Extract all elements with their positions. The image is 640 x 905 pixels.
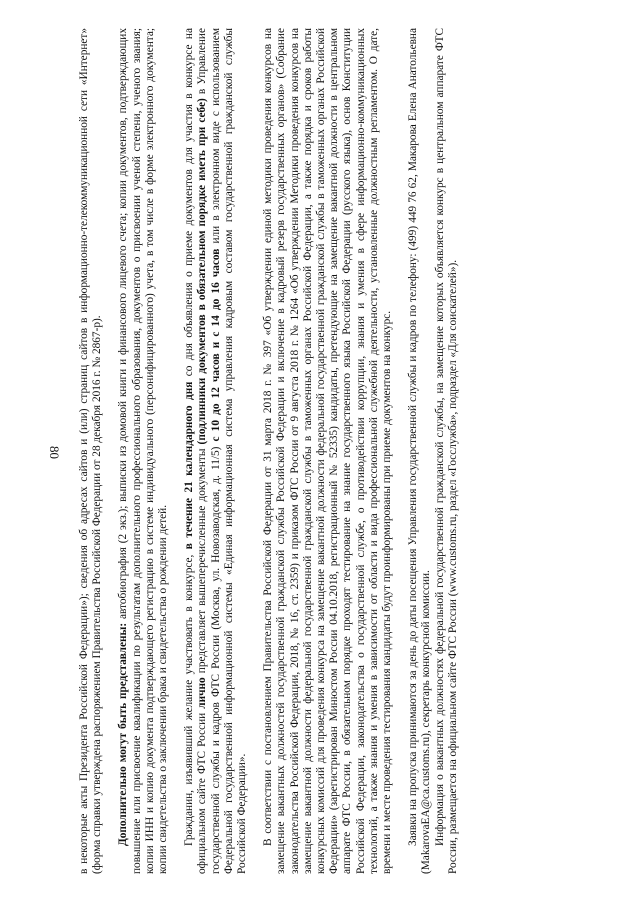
text-run: представляет вышеперечисленные документы xyxy=(196,444,209,678)
page-number: 80 xyxy=(47,446,62,459)
paragraph-additional-documents xyxy=(117,28,170,874)
text-run: или в электронном виде с использованием Федеральной государственной информационной системы «Единая информационная система управления кадровым составом государственной гражданской службы Российской Федерации». xyxy=(209,28,249,874)
text-run-bold: с 10 до 12 часов и с 14 до 16 часов xyxy=(209,248,222,442)
text-run: Заявки на пропуска принимаются за день до даты посещения Управления государственной службы и кадров по телефону: (499) 449 76 62, Макарова Елена Анатольевна (MakarovaEA@ca.customs.ru), секретарь конкурсной комиссии. xyxy=(407,28,433,874)
paragraph-vacancy-info xyxy=(434,28,460,874)
text-run: автобиография (2 экз.); выписки из домовой книги и финансового лицевого счета; копии документов, подтверждающих повышение или присвоение квалификации по результатам дополнительного профессионального образования, документов о присвоении ученой степени, ученого звания; копии ИНН и копию документа подтверждающего регистрацию в системе индивидуального (персонифицированного) учета, в том числе в форме электронного документа; копии свидетельства о заключении брака и свидетельства о рождении детей. xyxy=(117,28,170,874)
text-run: Информация о вакантных должностях федеральной государственной гражданской службы, на замещение которых объявляется конкурс в центральном аппарате ФТС России, размещается на официальном сайте ФТС России (www.customs.ru, раздел «Госслужба», подраздел «Для соискателей»). xyxy=(433,28,459,874)
paragraph-continuation xyxy=(78,28,104,874)
paragraph-testing xyxy=(262,28,394,874)
text-run-bold: в течение 21 календарного дня xyxy=(183,381,196,550)
text-run-bold: (подлинники документов в обязательном порядке иметь при себе) xyxy=(196,98,209,445)
paragraph-passes xyxy=(407,28,433,874)
paragraph-submission xyxy=(183,28,249,874)
text-run-bold: Дополнительно могут быть представлены: xyxy=(117,622,130,846)
text-run: со дня объявления о приеме документов для участия в конкурсе на официальном сайте ФТС России xyxy=(183,28,209,874)
text-run: Гражданин, изъявивший желание участвовать в конкурсе, xyxy=(183,549,196,846)
text-run: В соответствии с постановлением Правительства Российской Федерации от 31 марта 2018 г. № 397 «Об утверждении единой методики проведения конкурсов на замещение вакантных должностей государственной гражданской службы Российской Федерации и включение в кадровый резерв государственных органов» (Собрание законодательства Российской Федерации, 2018, № 16, ст. 2359) и приказом ФТС России от 9 августа 2018 г. № 1264 «Об утверждении Методики проведения конкурсов на замещение вакантной должности федеральной государственной гражданской службы в таможенных органах Российской Федерации, а также порядка и сроков работы конкурсных комиссий для проведения конкурса на замещение вакантной должности федеральной государственной гражданской службы в таможенных органах Российской Федерации» (зарегистрирован Минюстом России 04.10.2018, регистрационный № 52335) кандидаты, претендующие на замещение вакантной должности в центральном аппарате ФТС России, в обязательном порядке проходят тестирование на знание государственного языка Российской Федерации (русского языка), основ Конституции Российской Федерации, законодательства о государственной службе, о противодействии коррупции, знания и умения в сфере информационно-коммуникационных технологий, а также знания и умения в зависимости от области и вида профессиональной служебной деятельности, установленные должностным регламентом. О дате, времени и месте проведения тестирования кандидаты будут проинформированы при приеме документов на конкурс. xyxy=(262,28,394,874)
text-run-bold: лично xyxy=(196,677,209,709)
text-run: в Управление государственной службы и кадров ФТС России (Москва, ул. Новозаводская, д. 11/5) xyxy=(196,28,222,874)
document-body xyxy=(78,28,628,874)
text-run: в некоторые акты Президента Российской Федерации»); сведения об адресах сайтов и (или) страниц сайтов в информационно-телекоммуникационной сети «Интернет» (форма справки утверждена распоряжением Правительства Российской Федерации от 28 декабря 2016 г. № 2867-р). xyxy=(78,28,104,874)
